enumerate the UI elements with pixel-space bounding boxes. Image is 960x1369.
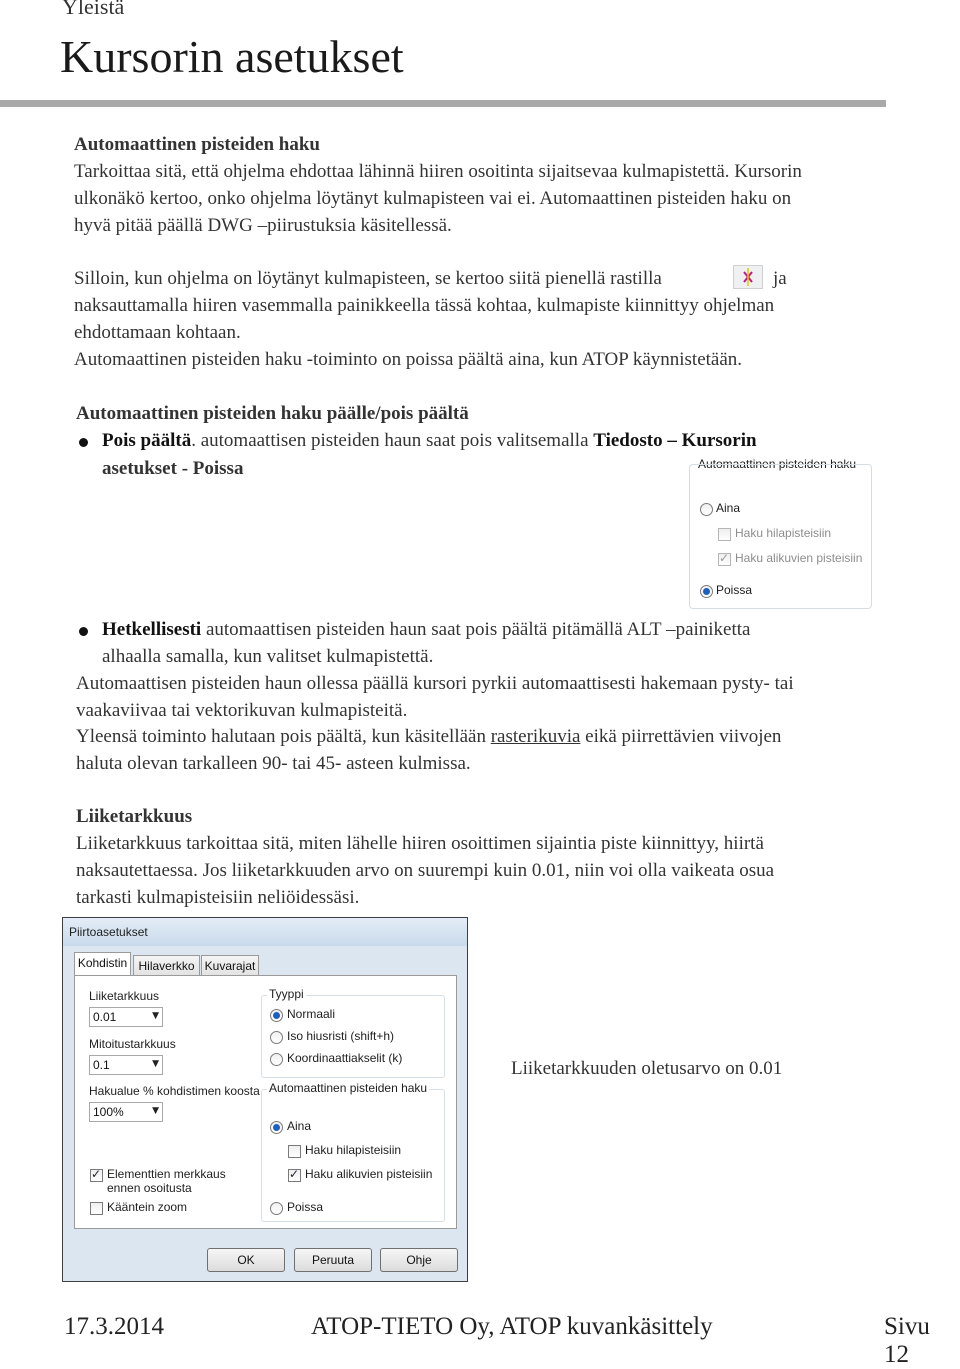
dimension-precision-select[interactable] [89,1055,163,1075]
checkbox-grid-points-label: Haku hilapisteisiin [305,1143,402,1157]
checkbox-subimage-points-label: Haku alikuvien pisteisiin [305,1167,433,1181]
paragraph-line: ulkonäkö kertoo, onko ohjelma löytänyt kulmapisteen vai ei. Automaattinen pisteiden haku on [74,188,792,209]
paragraph-line [76,723,781,750]
tab-kohdistin[interactable]: Kohdistin [74,952,131,976]
paragraph-line: Silloin, kun ohjelma on löytänyt kulmapisteen, se kertoo siitä pienellä rastilla [74,268,662,289]
page-title: Kursorin asetukset [60,31,404,82]
title-divider [0,100,886,107]
motion-precision-label: Liiketarkkuus [89,989,160,1003]
tab-kuvarajat[interactable]: Kuvarajat [201,955,259,976]
search-area-select[interactable] [89,1102,163,1122]
footer-company: ATOP-TIETO Oy, ATOP kuvankäsittely [311,1313,713,1340]
search-area-label: Hakualue % kohdistimen koosta [89,1084,260,1098]
element-marking-label-2: ennen osoitusta [107,1181,192,1195]
checkbox-grid-points[interactable] [288,1145,301,1158]
paragraph-line: Automaattisen pisteiden haun ollessa päällä kursori pyrkii automaattisesti hakemaan pysty- tai [76,673,794,694]
panel-group-title: Automaattinen pisteiden haku [698,457,857,471]
bullet-item-temporary [102,616,750,643]
checkbox-subimage-points[interactable] [288,1169,301,1182]
select-value: 0.1 [93,1058,110,1072]
radio-big-crosshair[interactable] [270,1031,283,1044]
radio-normal-label: Normaali [287,1007,336,1021]
radio-poissa[interactable] [700,585,713,598]
paragraph-line: naksautettaessa. Jos liiketarkkuuden arvo on suurempi kuin 0.01, niin voi olla vaikeata osua [76,860,775,881]
checkbox-subimage-points-label: Haku alikuvien pisteisiin [735,551,863,565]
radio-axes[interactable] [270,1053,283,1066]
text: eikä piirrettävien viivojen [580,726,782,747]
heading-auto-point-search: Automaattinen pisteiden haku [74,134,320,155]
checkbox-grid-points-label: Haku hilapisteisiin [735,526,832,540]
checkbox-element-marking[interactable] [90,1169,103,1182]
radio-big-crosshair-label: Iso hiusristi (shift+h) [287,1029,395,1043]
menu-path: Tiedosto – Kursorin [593,430,757,451]
paragraph-line: vaakaviivaa tai vektorikuvan kulmapisteitä. [76,700,408,721]
select-value: 0.01 [93,1010,117,1024]
paragraph-line: Liiketarkkuus tarkoittaa sitä, miten lähelle hiiren osoittimen sijaintia piste kiinnittyy, hiirtä [76,833,764,854]
dialog-title: Piirtoasetukset [69,925,148,939]
default-value-caption: Liiketarkkuuden oletusarvo on 0.01 [511,1058,783,1079]
radio-always[interactable] [270,1121,283,1134]
paragraph-line: Tarkoittaa sitä, että ohjelma ehdottaa lähinnä hiiren osoitinta sijaitsevaa kulmapistettä. Kursorin [74,161,802,182]
radio-normal[interactable] [270,1009,283,1022]
menu-path-continued: asetukset - Poissa [102,458,244,479]
radio-off[interactable] [270,1202,283,1215]
motion-precision-select[interactable] [89,1007,163,1027]
bullet-bold: Pois päältä [102,430,192,451]
dimension-precision-label: Mitoitustarkkuus [89,1037,176,1051]
radio-poissa-label: Poissa [716,583,753,597]
element-marking-label-1: Elementtien merkkaus [107,1167,226,1181]
checkbox-grid-points[interactable] [718,528,731,541]
radio-always-label: Aina [287,1119,312,1133]
heading-on-off: Automaattinen pisteiden haku päälle/pois päältä [76,403,469,424]
checkbox-subimage-points[interactable] [718,553,731,566]
radio-aina[interactable] [700,503,713,516]
select-value: 100% [93,1105,124,1119]
chevron-down-icon: ▼ [152,1106,159,1116]
checkbox-inverse-zoom[interactable] [90,1202,103,1215]
section-label: Yleistä [62,0,125,19]
heading-motion-precision: Liiketarkkuus [76,806,193,827]
paragraph-line: ehdottamaan kohtaan. [74,322,241,343]
tab-page [74,975,457,1229]
tab-hilaverkko[interactable]: Hilaverkko [133,955,200,976]
paragraph-line: haluta olevan tarkalleen 90- tai 45- asteen kulmissa. [76,753,471,774]
auto-search-group-title: Automaattinen pisteiden haku [269,1081,428,1095]
raster-images-link[interactable]: rasterikuvia [490,726,581,747]
bullet-text: . automaattisen pisteiden haun saat pois valitsemalla [191,430,594,451]
radio-aina-label: Aina [716,501,741,515]
radio-off-label: Poissa [287,1200,324,1214]
paragraph-line: alhaalla samalla, kun valitset kulmapistettä. [102,646,434,667]
footer-date: 17.3.2014 [64,1313,164,1340]
bullet-bold: Hetkellisesti [102,619,202,640]
cancel-button[interactable]: Peruuta [294,1248,372,1272]
paragraph-line: hyvä pitää päällä DWG –piirustuksia käsitellessä. [74,215,452,236]
settings-dialog [62,917,468,1282]
bullet-text: automaattisen pisteiden haun saat pois päältä pitämällä ALT –painiketta [201,619,751,640]
bullet-item-off [102,427,757,454]
footer-page-number: Sivu 12 [884,1313,930,1368]
help-button[interactable]: Ohje [380,1248,458,1272]
bullet-icon [79,627,88,636]
paragraph-line: Automaattinen pisteiden haku -toiminto on poissa päältä aina, kun ATOP käynnistetään. [74,349,743,370]
bullet-icon [79,438,88,447]
text: Yleensä toiminto halutaan pois päältä, kun käsitellään [76,726,491,747]
ok-button[interactable]: OK [207,1248,285,1272]
chevron-down-icon: ▼ [152,1011,159,1021]
paragraph-line: ja [773,268,787,289]
inverse-zoom-label: Kääntein zoom [107,1200,188,1214]
type-group-title: Tyyppi [269,987,304,1001]
chevron-down-icon: ▼ [152,1059,159,1069]
radio-axes-label: Koordinaattiakselit (k) [287,1051,403,1065]
cross-marker-icon [733,265,763,289]
paragraph-line: tarkasti kulmapisteisiin neliöidessäsi. [76,887,360,908]
paragraph-line: naksauttamalla hiiren vasemmalla painikkeella tässä kohtaa, kulmapiste kiinnittyy ohjelman [74,295,775,316]
